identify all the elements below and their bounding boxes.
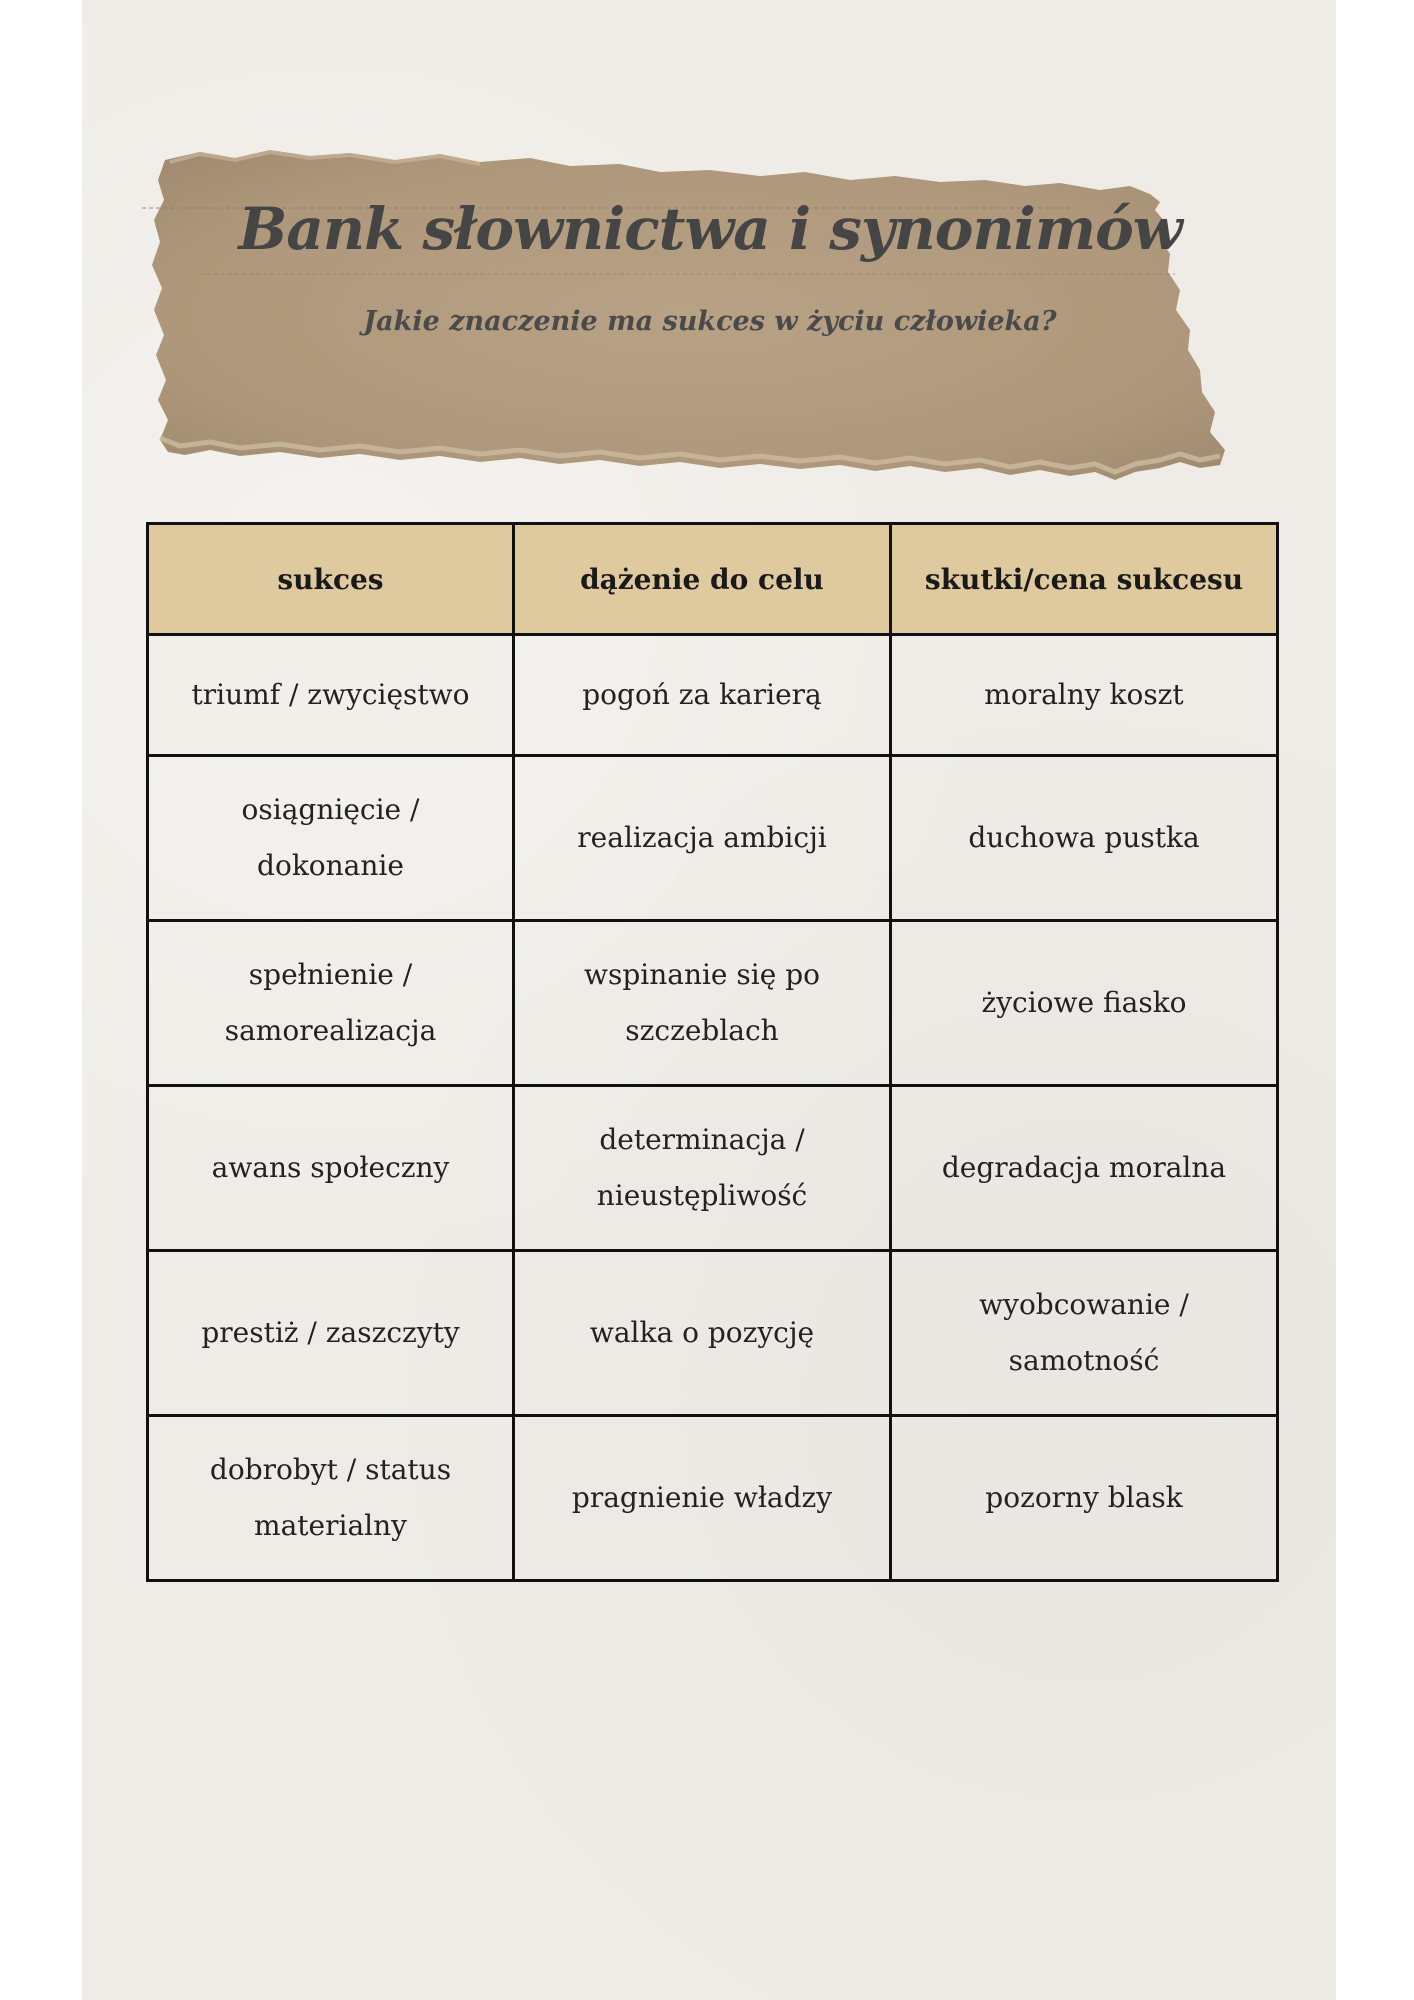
table-cell: triumf / zwycięstwo bbox=[148, 635, 514, 756]
column-header-goal-pursuit: dążenie do celu bbox=[514, 524, 891, 635]
page-subtitle: Jakie znaczenie ma sukces w życiu człowieka? bbox=[363, 306, 1057, 337]
table-cell: duchowa pustka bbox=[891, 756, 1278, 921]
table-cell: osiągnięcie / dokonanie bbox=[148, 756, 514, 921]
table-row bbox=[148, 1251, 1278, 1416]
table-row bbox=[148, 1086, 1278, 1251]
table-cell: degradacja moralna bbox=[891, 1086, 1278, 1251]
table-header-row bbox=[148, 524, 1278, 635]
table-row bbox=[148, 635, 1278, 756]
table-cell: pragnienie władzy bbox=[514, 1416, 891, 1581]
table-cell: awans społeczny bbox=[148, 1086, 514, 1251]
table-row bbox=[148, 1416, 1278, 1581]
column-header-success: sukces bbox=[148, 524, 514, 635]
vocabulary-table bbox=[146, 522, 1279, 1582]
page-title: Bank słownictwa i synonimów bbox=[238, 195, 1182, 263]
table-row bbox=[148, 756, 1278, 921]
table-cell: prestiż / zaszczyty bbox=[148, 1251, 514, 1416]
table-cell: pogoń za karierą bbox=[514, 635, 891, 756]
table-cell: determinacja / nieustępliwość bbox=[514, 1086, 891, 1251]
table-cell: wspinanie się po szczeblach bbox=[514, 921, 891, 1086]
table-cell: pozorny blask bbox=[891, 1416, 1278, 1581]
table-cell: życiowe fiasko bbox=[891, 921, 1278, 1086]
table-cell: walka o pozycję bbox=[514, 1251, 891, 1416]
table-cell: moralny koszt bbox=[891, 635, 1278, 756]
table-cell: spełnienie / samorealizacja bbox=[148, 921, 514, 1086]
table-cell: dobrobyt / status materialny bbox=[148, 1416, 514, 1581]
table-row bbox=[148, 921, 1278, 1086]
table-cell: realizacja ambicji bbox=[514, 756, 891, 921]
table-cell: wyobcowanie / samotność bbox=[891, 1251, 1278, 1416]
column-header-consequences: skutki/cena sukcesu bbox=[891, 524, 1278, 635]
